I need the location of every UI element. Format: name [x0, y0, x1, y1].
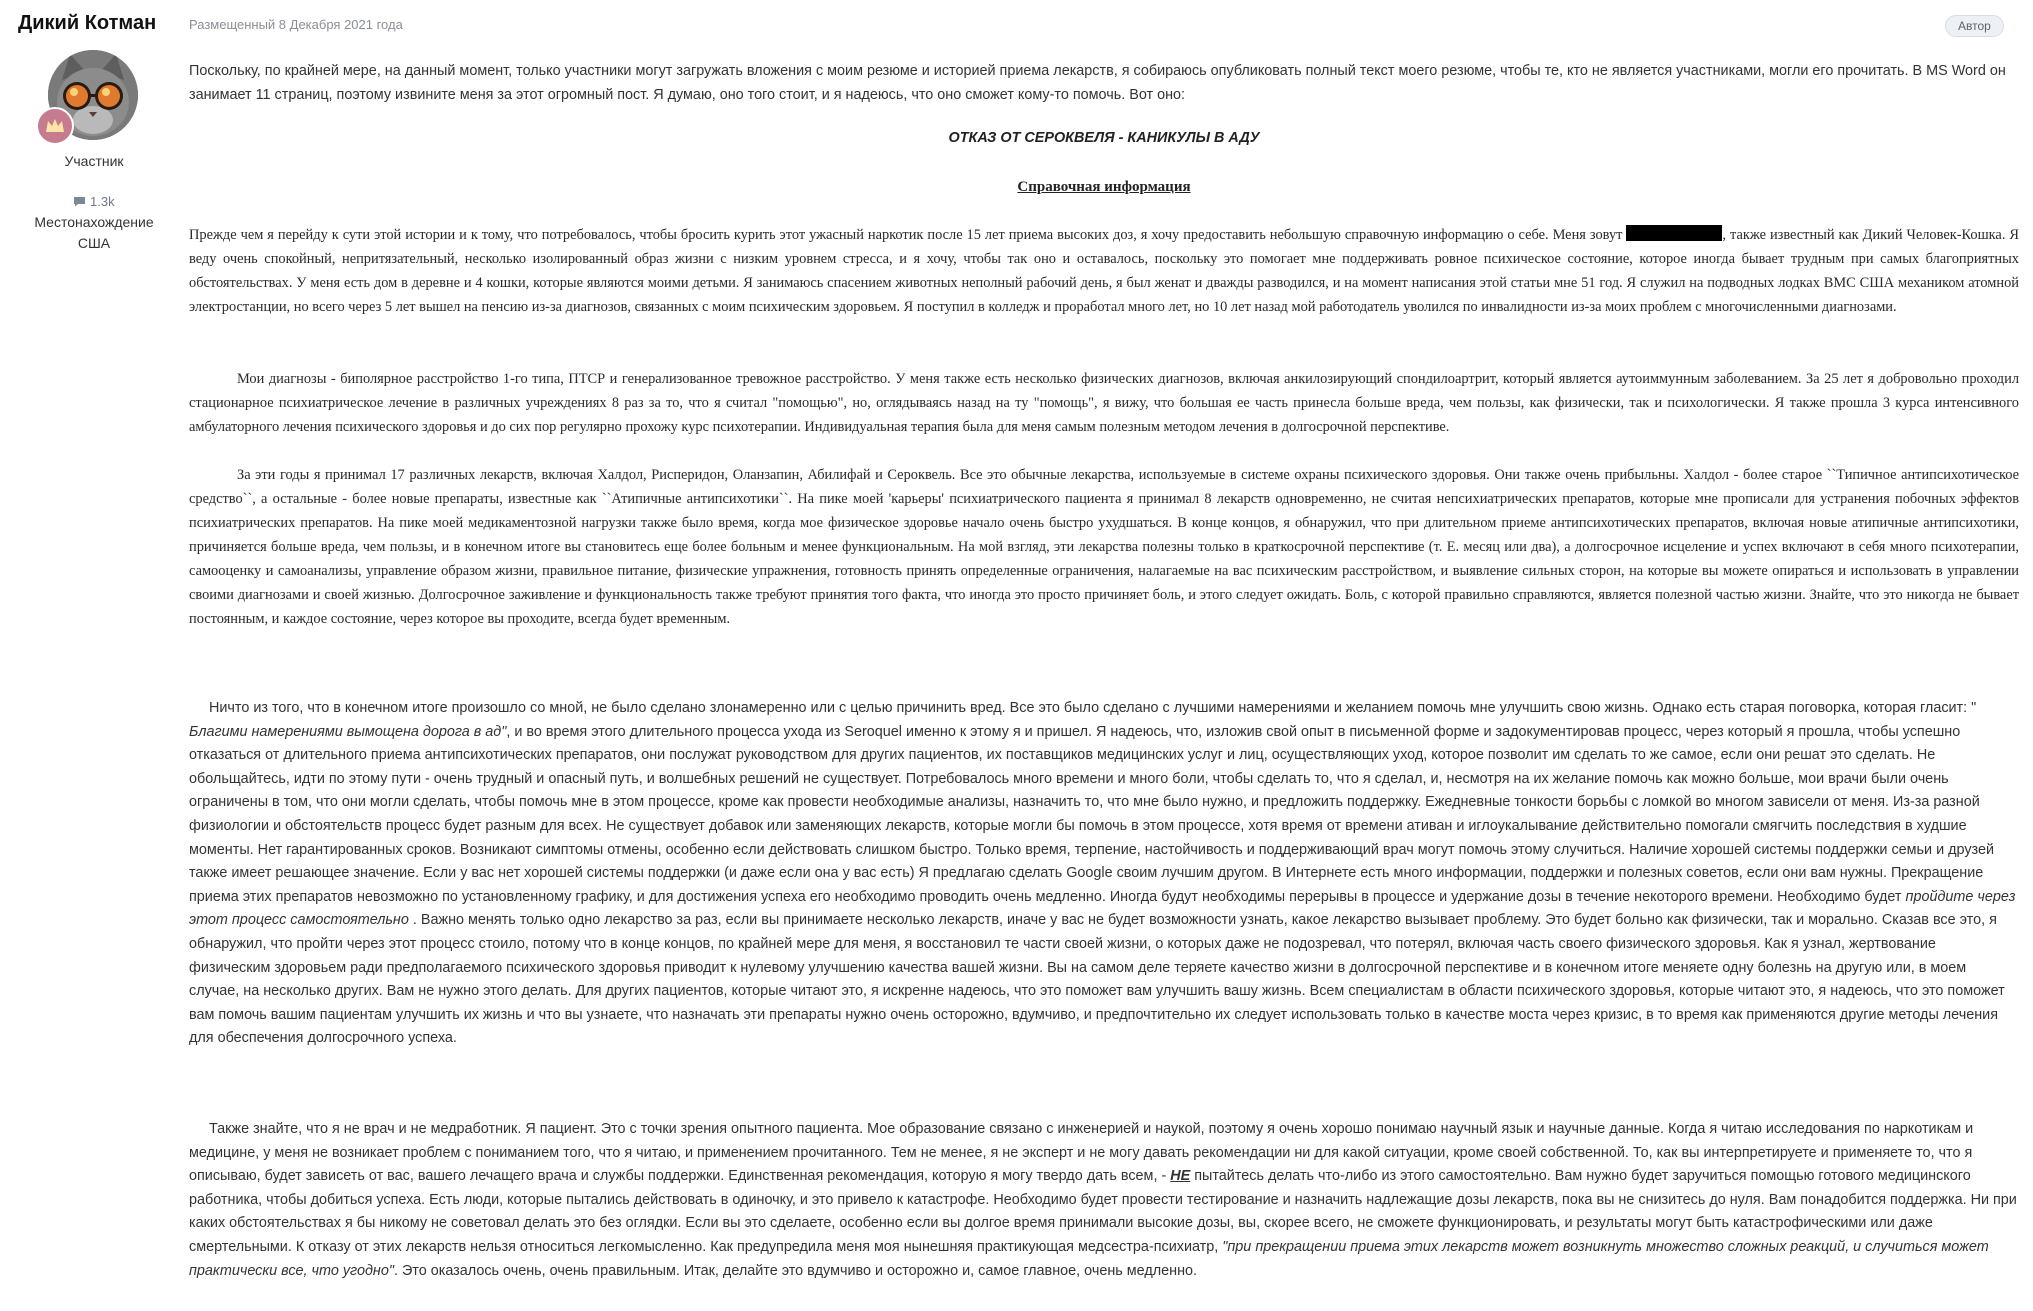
- disclaimer-text-start: Также знайте, что я не врач и не медработник. Я пациент. Это с точки зрения опытного пациента. Мое образование связано с инженерией и наукой, поэтому я очень хорошо понимаю научный язык и научные данные. Когда я читаю исследования по наркотикам и медицине, у меня не возникает проблем с пониманием того, что я читаю, и применением прочитанного. Тем не менее, я не эксперт и не могу давать рекомендации ни для какой ситуации, кроме своей собственной. То, как вы интерпретируете и применяете то, что я описываю, будет зависеть от вас, вашего лечащего врача и службы поддержки. Единственная рекомендация, которую я могу твердо дать всем, -: [189, 1121, 1974, 1185]
- diagnoses-paragraph: Мои диагнозы - биполярное расстройство 1-го типа, ПТСР и генерализованное тревожное расстройство. У меня также есть несколько физических диагнозов, включая анкилозирующий спондилоартрит, который является аутоиммунным заболеванием. За 25 лет я добровольно проходил стационарное психиатрическое лечение в различных учреждениях 8 раз за то, что я считал "помощью", но, оглядываясь назад на ту "помощь", я вижу, что большая ее часть принесла больше вреда, чем пользы, как физически, так и психологически. Я также прошла 3 курса интенсивного амбулаторного лечения психического здоровья и до сих пор регулярно прохожу курс психотерапии. Индивидуальная терапия была для меня самым полезным методом лечения в долгосрочной перспективе.: [189, 371, 2019, 435]
- author-badge: Автор: [1945, 15, 2004, 37]
- withdrawal-paragraph: [189, 697, 2019, 1051]
- background-paragraph: [189, 223, 2019, 319]
- do-not-emphasis: НЕ: [1170, 1168, 1191, 1185]
- medications-paragraph: За эти годы я принимал 17 различных лекарств, включая Халдол, Рисперидон, Оланзапин, Абилифай и Сероквель. Все это обычные лекарства, используемые в системе охраны психического здоровья. Они также очень прибыльны. Халдол - более старое ``Типичное антипсихотическое средство``, а остальные - более новые препараты, известные как ``Атипичные антипсихотики``. На пике моей 'карьеры' психиатрического пациента я принимал 8 лекарств одновременно, не считая непсихиатрических препаратов, которые мне прописали для устранения побочных эффектов психиатрических препаратов. На пике моей медикаментозной нагрузки также было время, когда мое физическое здоровье начало очень быстро ухудшаться. В конце концов, я обнаружил, что при длительном приеме антипсихотических препаратов, включая новые атипичные антипсихотики, причиняется больше вреда, чем пользы, и в конечном итоге вы становитесь еще более больным и менее функциональным. На мой взгляд, эти лекарства полезны только в краткосрочной перспективе (т. Е. месяц или два), а долгосрочное исцеление и успех включают в себя много психотерапии, самооценку и самоанализы, управление образом жизни, правильное питание, физические упражнения, готовность принять определенные ограничения, налагаемые на вас психическим расстройством, и выявление сильных сторон, на которые вы можете опираться и использовать в управлении своими диагнозами и своей жизнью. Долгосрочное заживление и функциональность также требуют принятия того факта, что иногда это просто причиняет боль, и этого следует ожидать. Боль, с которой правильно справляются, является полезной частью жизни. Знайте, что это никогда не бывает постоянным, и каждое состояние, через которое вы проходите, всегда будет временным.: [189, 467, 2019, 627]
- reputation-chat-icon: [73, 194, 90, 209]
- background-text-start: Прежде чем я перейду к сути этой истории и к тому, что потребовалось, чтобы бросить курить этот ужасный наркотик после 15 лет приема высоких доз, я хочу предоставить небольшую справочную информацию о себе. Меня зовут: [189, 227, 1627, 243]
- proverb-quote: Благими намерениями вымощена дорога в ад": [189, 723, 507, 740]
- author-role: Участник: [64, 153, 124, 169]
- nurse-quote: "при прекращении приема этих лекарств может возникнуть множество сложных реакций, и случиться может практически все, что угодно": [189, 1238, 1989, 1279]
- intro-paragraph: Поскольку, по крайней мере, на данный момент, только участники могут загружать вложения с моим резюме и историей приема лекарств, я собираюсь опубликовать полный текст моего резюме, чтобы те, кто не является участниками, могли его прочитать. В MS Word он занимает 11 страниц, поэтому извините меня за этот огромный пост. Я думаю, оно того стоит, и я надеюсь, что оно сможет кому-то помочь. Вот оно:: [189, 63, 2006, 103]
- withdrawal-text-end: . Важно менять только одно лекарство за раз, если вы принимаете несколько лекарств, иначе у вас не будет возможности узнать, какое лекарство вызывает проблему. Это будет больно как физически, так и морально. Сказав все это, я обнаружил, что пройти через этот процесс стоило, потому что в конце концов, по крайней мере для меня, я восстановил те части своей жизни, о которых даже не подозревал, что потерял, включая часть своего физического здоровья. Как я узнал, жертвование физическим здоровьем ради предполагаемого психического здоровья приводит к нулевому улучшению качества вашей жизни. Вы на самом деле теряете качество жизни в долгосрочной перспективе и в конечном итоге меняете одну болезнь на другую или, в моем случае, на несколько других. Вам не нужно этого делать. Для других пациентов, которые читают это, я искренне надеюсь, что это поможет вам улучшить вашу жизнь. Всем специалистам в области психического здоровья, которые читают это, я надеюсь, что это поможет вам помочь вашим пациентам улучшить их жизнь и что вы узнаете, что назначать эти препараты нужно очень осторожно, вдумчиво, и предпочтительно их следует использовать только в качестве моста через кризис, в то время как применяются другие методы лечения для обеспечения долгосрочного успеха.: [189, 912, 2005, 1047]
- section-heading: Справочная информация: [1017, 179, 1191, 195]
- author-name[interactable]: Дикий Котман: [18, 12, 157, 34]
- disclaimer-text-middle: пытайтесь делать что-либо из этого самостоятельно. Вам нужно будет заручиться помощью готового медицинского работника, чтобы добиться успеха. Есть люди, которые пытались действовать в одиночку, и это привело к катастрофе. Необходимо будет провести тестирование и назначить надлежащие дозы лекарств, пока вы не снизитесь до нуля. Вам понадобится поддержка. Ни при каких обстоятельствах я бы никому не советовал делать это без оглядки. Если вы это сделаете, особенно если вы долгое время принимали высокие дозы, вы, скорее всего, не сможете функционировать, и результаты могут быть катастрофическими или даже смертельными. К отказу от этих лекарств нельзя относиться легкомысленно. Как предупредила меня моя нынешняя практикующая медсестра-психиатр,: [189, 1168, 2017, 1255]
- location-value: США: [77, 235, 111, 251]
- redacted-name: [1626, 225, 1722, 241]
- reputation-count: [0, 194, 188, 209]
- post-date[interactable]: Размещенный 8 Декабря 2021 года: [189, 17, 403, 32]
- disclaimer-text-end: . Это оказалось очень, очень правильным. Итак, делайте это вдумчиво и осторожно и, самое главное, очень медленно.: [393, 1262, 1198, 1279]
- rank-crown-icon: [36, 107, 74, 145]
- location-label: Местонахождение: [34, 214, 154, 230]
- withdrawal-text-middle: , и во время этого длительного процесса ухода из Seroquel именно к этому я и пришел. Я надеюсь, что, изложив свой опыт в письменной форме и задокументировав процесс, через который я прошла, чтобы успешно отказаться от длительного приема антипсихотических препаратов, они послужат руководством для других пациентов, их поставщиков медицинских услуг и лиц, осуществляющих уход, которое позволит им сделать то же самое, если они решат это сделать. Не обольщайтесь, идти по этому пути - очень трудный и опасный путь, и волшебных решений не существует. Потребовалось много времени и много боли, чтобы сделать то, что я сделал, и, несмотря на их желание помочь как можно больше, мои врачи были очень ограничены в том, что они могли сделать, чтобы помочь мне в этом процессе, кроме как провести необходимые анализы, назначить то, что мне было нужно, и предложить поддержку. Ежедневные тонкости борьбы с ломкой во многом зависели от меня. Из-за разной физиологии и обстоятельств процесс будет разным для всех. Не существует добавок или заменяющих лекарств, которые могли бы помочь в этом процессе, хотя время от времени ативан и иглоукалывание действительно помогали смягчить последствия в худшие моменты. Нет гарантированных сроков. Возникают симптомы отмены, особенно если действовать слишком быстро. Только время, терпение, настойчивость и поддерживающий врач могут помочь этому случиться. Наличие хорошей системы поддержки семьи и друзей также имеет решающее значение. Если у вас нет хорошей системы поддержки (и даже если она у вас есть) Я предлагаю сделать Google своим лучшим другом. В Интернете есть много информации, поддержки и полезных советов, если они вам нужны. Прекращение приема этих препаратов невозможно по установленному графику, и для достижения успеха его необходимо проводить очень медленно. Иногда будут необходимы перерывы в процессе и удержание дозы в течение некоторого времени. Необходимо будет: [189, 723, 1995, 905]
- background-text-end: , также известный как Дикий Человек-Кошка. Я веду очень спокойный, непритязательный, несколько изолированный образ жизни с низким уровнем стресса, и я хочу, чтобы так оно и оставалось, поскольку это помогает мне поддерживать ровное психическое состояние, которое иногда бывает трудным при самых благоприятных обстоятельствах. У меня есть дом в деревне и 4 кошки, которые являются моими детьми. Я занимаюсь спасением животных неполный рабочий день, я был женат и дважды разводился, и на момент написания этой статьи мне 51 год. Я служил на подводных лодках ВМС США механиком атомной электростанции, но всего через 5 лет вышел на пенсию из-за диагнозов, связанных с моим психическим здоровьем. Я поступил в колледж и проработал много лет, но 10 лет назад мой работодатель уволился по инвалидности из-за моих проблем с многочисленными диагнозами.: [189, 227, 2019, 315]
- post-content: [189, 60, 2019, 1279]
- reputation-value: 1.3k: [90, 194, 115, 209]
- withdrawal-text-start: Ничто из того, что в конечном итоге произошло со мной, не было сделано злонамеренно или с целью причинить вред. Все это было сделано с лучшими намерениями и желанием помочь мне улучшить свою жизнь. Однако есть старая поговорка, которая гласит: ": [209, 700, 1977, 716]
- self-process-emphasis: пройдите через этот процесс самостоятельно: [189, 888, 2016, 929]
- disclaimer-paragraph: [189, 1118, 2019, 1283]
- document-title: ОТКАЗ ОТ СЕРОКВЕЛЯ - КАНИКУЛЫ В АДУ: [948, 130, 1260, 146]
